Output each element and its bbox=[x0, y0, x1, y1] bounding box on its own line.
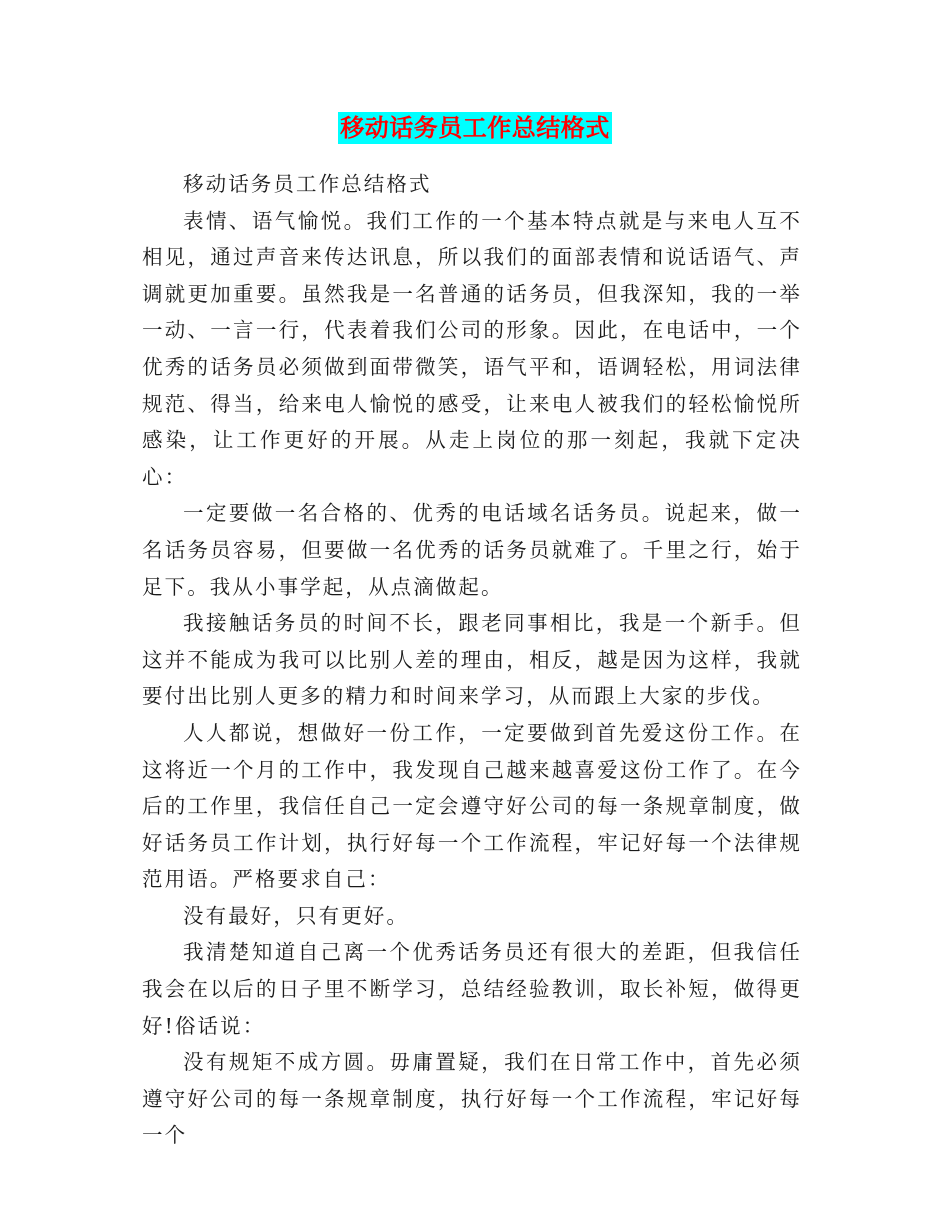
paragraph: 没有规矩不成方圆。毋庸置疑，我们在日常工作中，首先必须遵守好公司的每一条规章制度，执行好每一个工作流程，牢记好每一个 bbox=[142, 1050, 802, 1148]
paragraph: 表情、语气愉悦。我们工作的一个基本特点就是与来电人互不相见，通过声音来传达讯息，所以我们的面部表情和说话语气、声调就更加重要。虽然我是一名普通的话务员，但我深知，我的一举一动、一言一行，代表着我们公司的形象。因此，在电话中，一个优秀的话务员必须做到面带微笑，语气平和，语调轻松，用词法律规范、得当，给来电人愉悦的感受，让来电人被我们的轻松愉悦所感染，让工作更好的开展。从走上岗位的那一刻起，我就下定决心： bbox=[142, 208, 802, 489]
paragraph-subtitle: 移动话务员工作总结格式 bbox=[183, 172, 432, 196]
document-title: 移动话务员工作总结格式 bbox=[340, 113, 610, 142]
paragraph: 我接触话务员的时间不长，跟老同事相比，我是一个新手。但这并不能成为我可以比别人差的理由，相反，越是因为这样，我就要付出比别人更多的精力和时间来学习，从而跟上大家的步伐。 bbox=[142, 611, 802, 709]
document-body bbox=[142, 166, 802, 1154]
paragraph: 人人都说，想做好一份工作，一定要做到首先爱这份工作。在这将近一个月的工作中，我发现自己越来越喜爱这份工作了。在今后的工作里，我信任自己一定会遵守好公司的每一条规章制度，做好话务员工作计划，执行好每一个工作流程，牢记好每一个法律规范用语。严格要求自己： bbox=[142, 720, 802, 892]
paragraph: 没有最好，只有更好。 bbox=[183, 903, 409, 928]
title-container bbox=[0, 112, 950, 144]
paragraph: 一定要做一名合格的、优秀的电话域名话务员。说起来，做一名话务员容易，但要做一名优秀的话务员就难了。千里之行，始于足下。我从小事学起，从点滴做起。 bbox=[142, 501, 802, 599]
paragraph: 我清楚知道自己离一个优秀话务员还有很大的差距，但我信任我会在以后的日子里不断学习，总结经验教训，取长补短，做得更好!俗话说： bbox=[142, 940, 802, 1038]
